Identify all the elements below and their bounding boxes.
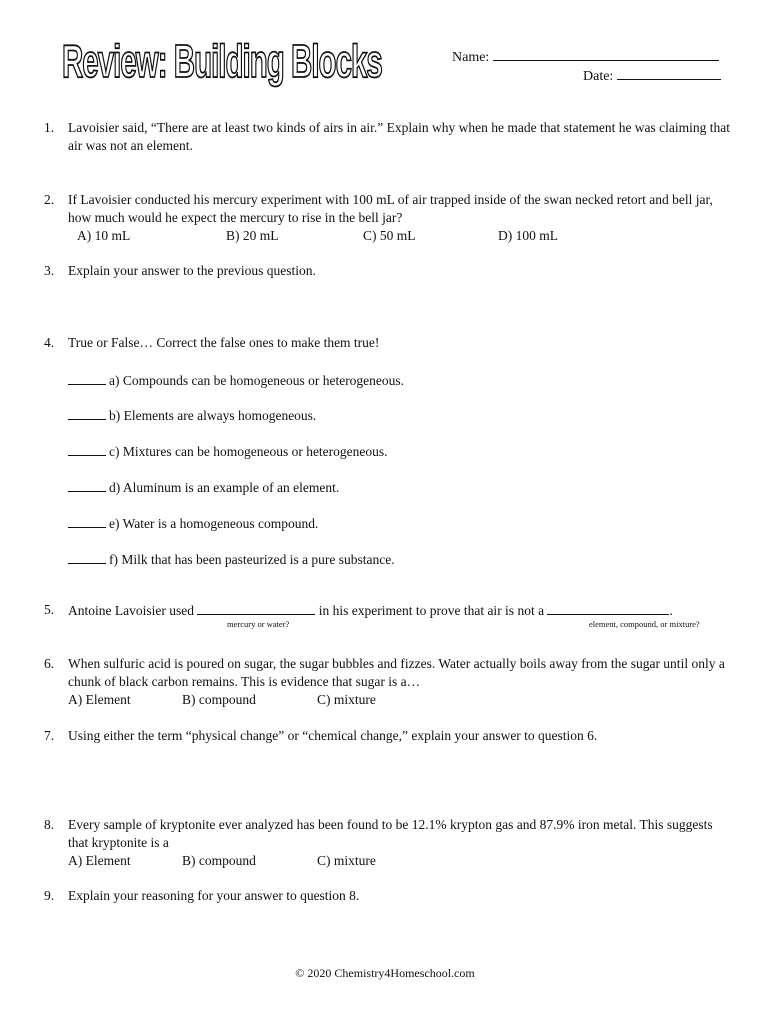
true-false-item-d (68, 477, 339, 497)
question-text: Explain your reasoning for your answer to question 8. (68, 888, 360, 903)
choice-a[interactable]: A) Element (68, 853, 131, 868)
answer-blank[interactable] (68, 370, 106, 385)
question-1 (44, 119, 734, 155)
true-false-item-e (68, 513, 318, 533)
question-7 (44, 727, 734, 745)
question-number: 8. (44, 817, 55, 832)
question-text: Using either the term “physical change” or “chemical change,” explain your answer to question 6. (68, 728, 598, 743)
answer-blank-1[interactable] (197, 601, 315, 615)
statement: f) Milk that has been pasteurized is a pure substance. (109, 552, 395, 567)
true-false-item-c (68, 441, 388, 461)
question-number: 4. (44, 335, 55, 350)
answer-blank[interactable] (68, 405, 106, 420)
name-blank[interactable] (493, 47, 719, 61)
statement: a) Compounds can be homogeneous or heterogeneous. (109, 373, 405, 388)
answer-blank[interactable] (68, 477, 106, 492)
question-number: 3. (44, 263, 55, 278)
date-label: Date: (583, 69, 614, 84)
answer-blank[interactable] (68, 549, 106, 564)
question-3 (44, 262, 734, 280)
statement: c) Mixtures can be homogeneous or heterogeneous. (109, 444, 388, 459)
question-text: Explain your answer to the previous question. (68, 263, 316, 278)
answer-blank[interactable] (68, 513, 106, 528)
question-text-part-2: in his experiment to prove that air is not a (318, 603, 545, 618)
name-label: Name: (452, 50, 490, 65)
question-text: If Lavoisier conducted his mercury experiment with 100 mL of air trapped inside of the swan necked retort and bell jar, how much would he expect the mercury to rise in the bell jar? (68, 192, 713, 225)
question-4 (44, 334, 734, 352)
name-field[interactable] (452, 47, 719, 67)
choice-b[interactable]: B) compound (182, 692, 256, 707)
choice-b[interactable]: B) compound (182, 853, 256, 868)
question-number: 5. (44, 602, 55, 617)
choice-c[interactable]: C) 50 mL (363, 228, 416, 243)
hint-mercury-or-water: mercury or water? (227, 619, 290, 629)
page-title: Review: Building Blocks (62, 35, 382, 87)
question-text: When sulfuric acid is poured on sugar, the sugar bubbles and fizzes. Water actually boils away from the sugar until only a chunk of black carbon remains. This is evidence that sugar is a… (68, 656, 725, 689)
answer-blank-2[interactable] (547, 601, 669, 615)
question-6 (44, 655, 734, 691)
question-number: 1. (44, 120, 55, 135)
copyright-footer: © 2020 Chemistry4Homeschool.com (295, 966, 475, 980)
question-2 (44, 191, 734, 227)
statement: b) Elements are always homogeneous. (109, 408, 317, 423)
question-8 (44, 816, 734, 852)
question-text: Every sample of kryptonite ever analyzed has been found to be 12.1% krypton gas and 87.9% iron metal. This suggests that kryptonite is a (68, 817, 713, 850)
question-text: True or False… Correct the false ones to make them true! (68, 335, 380, 350)
choice-c[interactable]: C) mixture (317, 853, 376, 868)
choice-c[interactable]: C) mixture (317, 692, 376, 707)
date-blank[interactable] (617, 66, 721, 80)
choice-a[interactable]: A) 10 mL (77, 228, 131, 243)
question-text-end: . (669, 603, 673, 618)
question-number: 2. (44, 192, 55, 207)
statement: d) Aluminum is an example of an element. (109, 480, 340, 495)
true-false-item-a (68, 370, 404, 390)
true-false-item-f (68, 549, 395, 569)
statement: e) Water is a homogeneous compound. (109, 516, 319, 531)
question-number: 7. (44, 728, 55, 743)
question-number: 9. (44, 888, 55, 903)
date-field[interactable] (583, 66, 721, 86)
hint-element-compound-mixture: element, compound, or mixture? (589, 619, 700, 629)
choice-d[interactable]: D) 100 mL (498, 228, 558, 243)
question-number: 6. (44, 656, 55, 671)
answer-blank[interactable] (68, 441, 106, 456)
question-text-part-1: Antoine Lavoisier used (68, 603, 194, 618)
true-false-item-b (68, 405, 316, 425)
choice-b[interactable]: B) 20 mL (226, 228, 279, 243)
question-9 (44, 887, 734, 905)
question-text: Lavoisier said, “There are at least two kinds of airs in air.” Explain why when he made that statement he was claiming that air was not an element. (68, 120, 731, 153)
choice-a[interactable]: A) Element (68, 692, 131, 707)
